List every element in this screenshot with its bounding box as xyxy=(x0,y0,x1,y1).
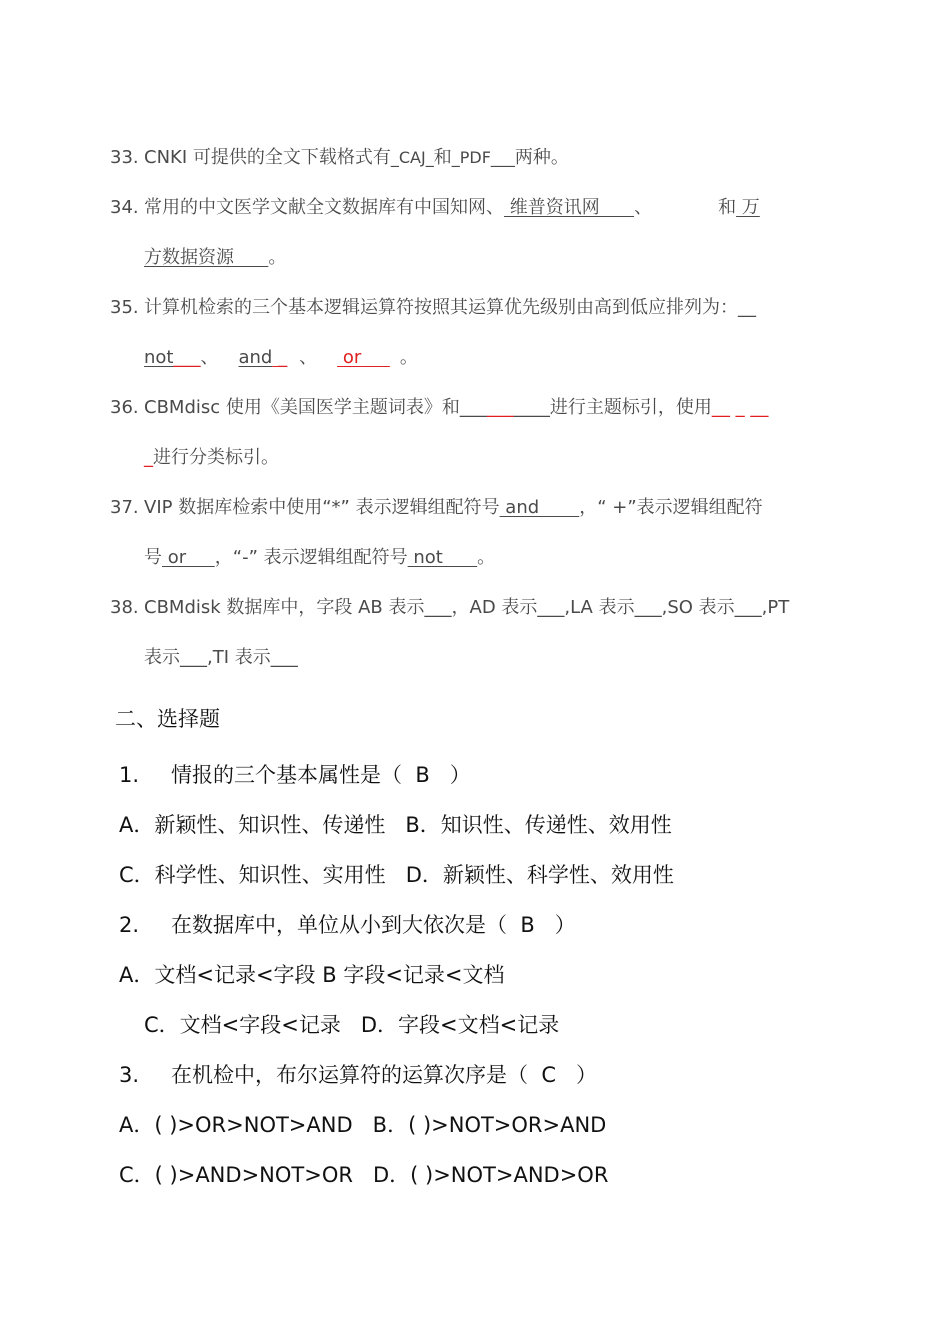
choice-options: A．新颖性、知识性、传递性 B．知识性、传递性、效用性 xyxy=(119,813,672,837)
question-number: 33. xyxy=(110,147,139,168)
question-number: 35. xyxy=(110,297,139,318)
answer-blank: _ xyxy=(144,447,153,468)
question-number: 38. xyxy=(110,597,139,618)
choice-question-1 xyxy=(119,750,674,800)
answer-blank: ___ xyxy=(459,397,487,418)
answer-blank: ___ xyxy=(173,347,201,368)
question-text xyxy=(144,483,810,583)
question-34 xyxy=(110,183,810,283)
fill-in-questions xyxy=(110,133,810,683)
choice-question-3 xyxy=(119,1050,674,1100)
answer-blank xyxy=(361,347,390,368)
text: 计算机检索的三个基本逻辑运算符按照其运算优先级别由高到低应排列为：__ xyxy=(144,297,756,318)
text: ，“-” 表示逻辑组配符号 xyxy=(214,547,408,568)
text: VIP 数据库检索中使用“*” 表示逻辑组配符号 xyxy=(144,497,500,518)
text: CBMdisc 使用《美国医学主题词表》和 xyxy=(144,397,460,418)
answer-blank: 万 xyxy=(736,197,760,218)
question-number: 34. xyxy=(110,197,139,218)
choice-options: C．( )>AND>NOT>OR D．( )>NOT>AND>OR xyxy=(119,1163,609,1187)
text: 、 xyxy=(200,347,219,368)
question-text xyxy=(144,283,810,383)
answer-blank: not xyxy=(407,547,478,568)
question-37 xyxy=(110,483,810,583)
text: CBMdisk 数据库中，字段 AB 表示___，AD 表示___,LA 表示___,SO 表示___,PT xyxy=(144,597,790,618)
question-number: 3. xyxy=(119,1063,140,1087)
section-title: 二、选择题 xyxy=(115,707,220,731)
multiple-choice-questions xyxy=(119,750,674,1200)
question-text xyxy=(144,133,810,183)
choice-options: C．科学性、知识性、实用性 D．新颖性、科学性、效用性 xyxy=(119,863,674,887)
text: 。 xyxy=(477,547,496,568)
question-33 xyxy=(110,133,810,183)
question-number: 2. xyxy=(119,913,140,937)
question-number: 37. xyxy=(110,497,139,518)
text: CNKI 可提供的全文下载格式有 xyxy=(144,147,391,168)
question-35 xyxy=(110,283,810,383)
text: 进行主题标引，使用 xyxy=(549,397,712,418)
question-36 xyxy=(110,383,810,483)
answer-blank: or xyxy=(162,547,215,568)
text: 进行分类标引。 xyxy=(153,447,279,468)
answer-blank: and xyxy=(499,497,580,518)
answer-blank: __ _ __ xyxy=(711,397,769,418)
question-text xyxy=(144,383,810,483)
text: 两种。 xyxy=(514,147,569,168)
answer-blank: ___ xyxy=(486,397,514,418)
text: 、 xyxy=(299,347,318,368)
question-stem: 情报的三个基本属性是（ B ） xyxy=(171,763,471,787)
choice-options: C．文档<字段<记录 D．字段<文档<记录 xyxy=(144,1013,560,1037)
answer-blank: _PDF___ xyxy=(451,148,515,167)
question-stem: 在数据库中，单位从小到大依次是（ B ） xyxy=(171,913,576,937)
answer-blank: not xyxy=(144,347,174,368)
question-text xyxy=(144,183,810,283)
text: 表示___,TI 表示___ xyxy=(144,647,298,668)
text: 、 xyxy=(634,197,653,218)
choice-options: A．( )>OR>NOT>AND B．( )>NOT>OR>AND xyxy=(119,1113,607,1137)
text: 。 xyxy=(399,347,418,368)
answer-blank: 维普资讯网 xyxy=(504,197,635,218)
question-text xyxy=(144,583,810,683)
answer-blank: _CAJ_ xyxy=(390,148,434,167)
choice-options: A．文档<记录<字段 B 字段<记录<文档 xyxy=(119,963,505,987)
question-number: 1. xyxy=(119,763,140,787)
answer-blank: and xyxy=(238,347,273,368)
question-38 xyxy=(110,583,810,683)
text: ，“ +”表示逻辑组配符 xyxy=(579,497,763,518)
text: 。 xyxy=(268,247,287,268)
answer-blank: _ xyxy=(272,347,288,368)
question-stem: 在机检中，布尔运算符的运算次序是（ C ） xyxy=(171,1063,598,1087)
answer-blank: 方数据资源 xyxy=(144,247,269,268)
text: 号 xyxy=(144,547,162,568)
question-number: 36. xyxy=(110,397,139,418)
answer-blank: ____ xyxy=(513,397,550,418)
text: 和 xyxy=(718,197,737,218)
text: 常用的中文医学文献全文数据库有中国知网、 xyxy=(144,197,504,218)
answer-blank: or xyxy=(337,347,362,368)
choice-question-2 xyxy=(119,900,674,950)
text: 和 xyxy=(433,147,452,168)
